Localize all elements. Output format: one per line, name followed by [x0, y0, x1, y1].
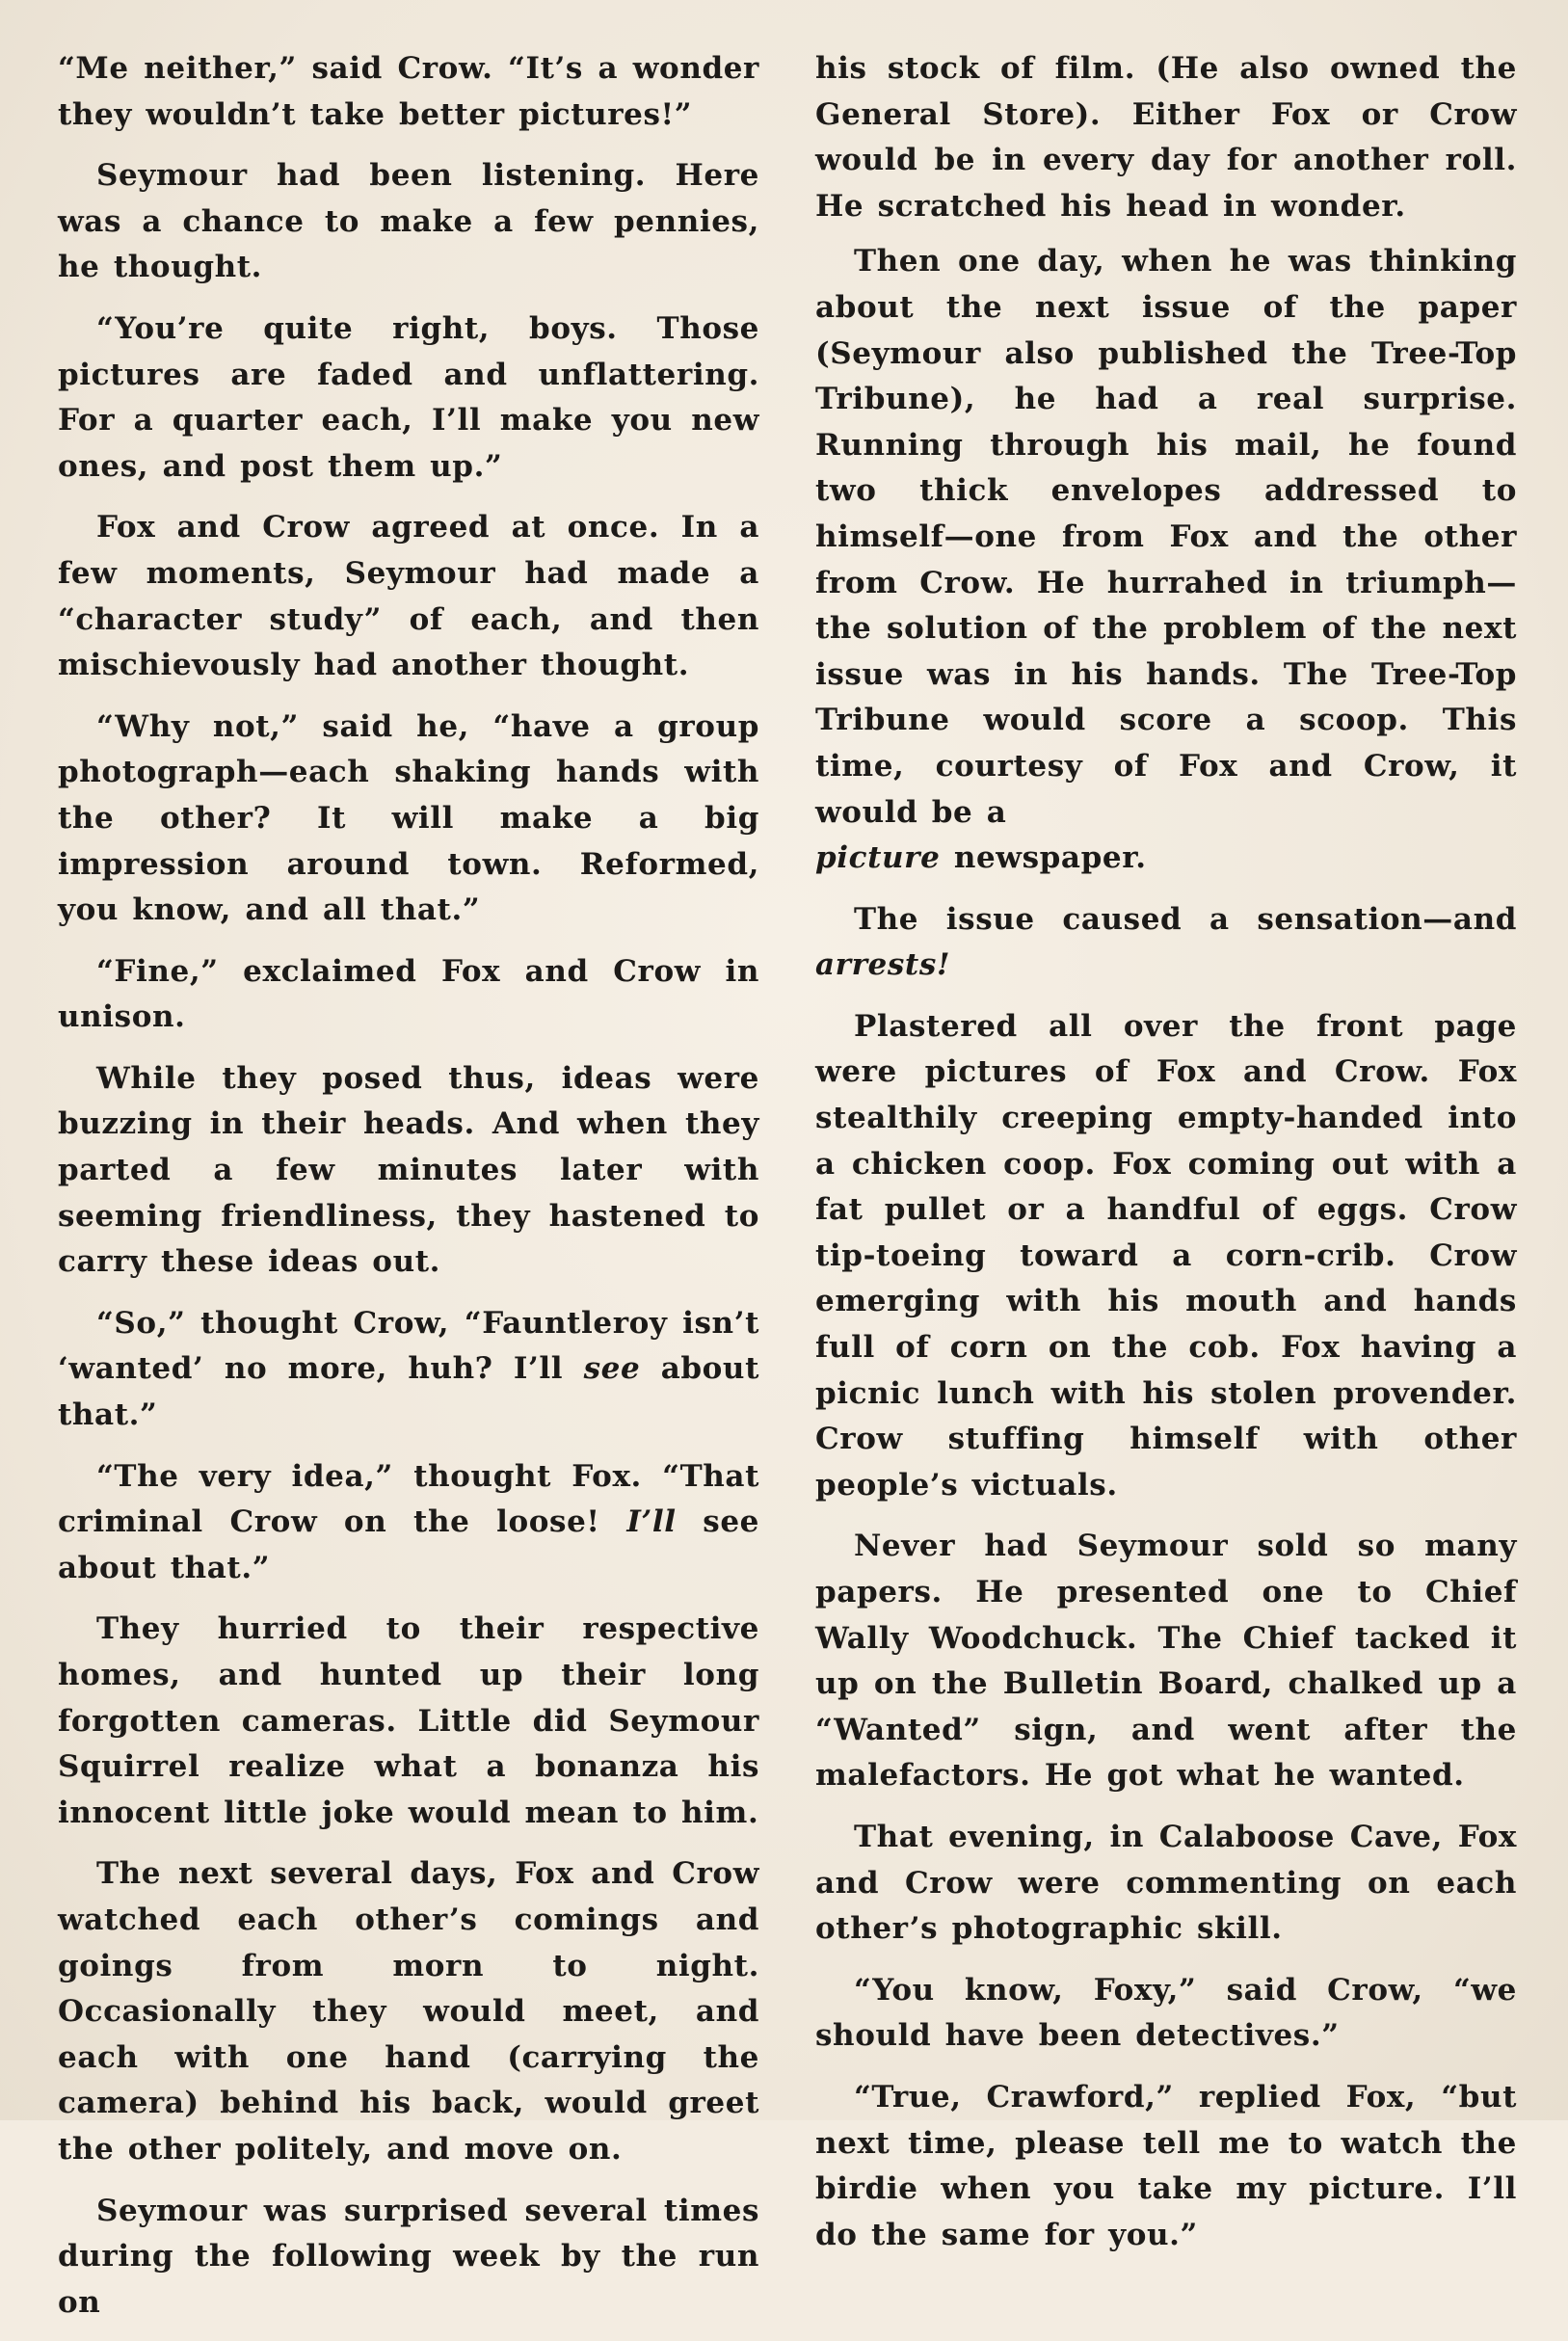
emphasis-text: I’ll	[626, 1504, 677, 1540]
text-run: about that.”	[58, 1351, 759, 1433]
text-run: newspaper.	[940, 840, 1147, 876]
text-run: “The very idea,” thought Fox. “That criminal Crow on the loose!	[58, 1458, 759, 1540]
paragraph: Never had Seymour sold so many papers. He presented one to Chief Wally Woodchuck. The Chief tacked it up on the Bulletin Board, chalked up a “Wanted” sign, and went after the malefactors. He got what he wanted.	[815, 1529, 1517, 1794]
paragraph: The next several days, Fox and Crow watched each other’s comings and goings from morn to night. Occasionally they would meet, and each with one hand (carrying the camera) behind his back, would greet the other politely, and move on.	[58, 1856, 759, 2167]
paragraph	[58, 1301, 759, 1439]
paragraph	[815, 897, 1517, 989]
paragraph: “Fine,” exclaimed Fox and Crow in unison.	[58, 953, 759, 1035]
paragraph: They hurried to their respective homes, and hunted up their long forgotten cameras. Little did Seymour Squirrel realize what a bonanza his innocent little joke would mean to him.	[58, 1611, 759, 1830]
paragraph	[58, 1454, 759, 1592]
right-column	[815, 46, 1517, 2274]
paragraph: “You’re quite right, boys. Those pictures are faded and unflattering. For a quarter each, I’ll make you new ones, and post them up.”	[58, 310, 759, 484]
text-run: The issue caused a sensation—and	[854, 901, 1517, 937]
paragraph: That evening, in Calaboose Cave, Fox and Crow were commenting on each other’s photographic skill.	[815, 1819, 1517, 1947]
left-column	[58, 46, 759, 2341]
paragraph: his stock of film. (He also owned the General Store). Either Fox or Crow would be in every day for another roll. He scratched his head in wonder.	[815, 51, 1517, 224]
paragraph: “Me neither,” said Crow. “It’s a wonder they wouldn’t take better pictures!”	[58, 51, 759, 132]
emphasis-text: see	[583, 1351, 641, 1387]
paragraph	[815, 836, 1517, 882]
paragraph: Then one day, when he was thinking about the next issue of the paper (Seymour also published the Tree-Top Tribune), he had a real surprise. Running through his mail, he found two thick envelopes addressed to himself—one from Fox and the other from Crow. He hurrahed in triumph—the solution of the problem of the next issue was in his hands. The Tree-Top Tribune would score a scoop. This time, courtesy of Fox and Crow, it would be a	[815, 244, 1517, 830]
paragraph: While they posed thus, ideas were buzzing in their heads. And when they parted a few minutes later with seeming friendliness, they hastened to carry these ideas out.	[58, 1060, 759, 1280]
paragraph: Seymour was surprised several times during the following week by the run on	[58, 2193, 759, 2320]
paragraph: “Why not,” said he, “have a group photograph—each shaking hands with the other? It will make a big impression around town. Reformed, you know, and all that.”	[58, 708, 759, 928]
paragraph: Fox and Crow agreed at once. In a few moments, Seymour had made a “character study” of each, and then mischievously had another thought.	[58, 510, 759, 683]
text-run: see about that.”	[58, 1504, 759, 1585]
emphasis-text: picture	[815, 840, 941, 876]
text-run: “So,” thought Crow, “Fauntleroy isn’t ‘wanted’ no more, huh? I’ll	[58, 1305, 759, 1387]
paragraph: “You know, Foxy,” said Crow, “we should have been detectives.”	[815, 1972, 1517, 2054]
paragraph: Seymour had been listening. Here was a chance to make a few pennies, he thought.	[58, 158, 759, 285]
paragraph: “True, Crawford,” replied Fox, “but next time, please tell me to watch the birdie when you take my picture. I’ll do the same for you.”	[815, 2079, 1517, 2252]
emphasis-text: arrests!	[815, 947, 951, 983]
paragraph: Plastered all over the front page were pictures of Fox and Crow. Fox stealthily creeping empty-handed into a chicken coop. Fox coming out with a fat pullet or a handful of eggs. Crow tip-toeing toward a corn-crib. Crow emerging with his mouth and hands full of corn on the cob. Fox having a picnic lunch with his stolen provender. Crow stuffing himself with other people’s victuals.	[815, 1008, 1517, 1503]
